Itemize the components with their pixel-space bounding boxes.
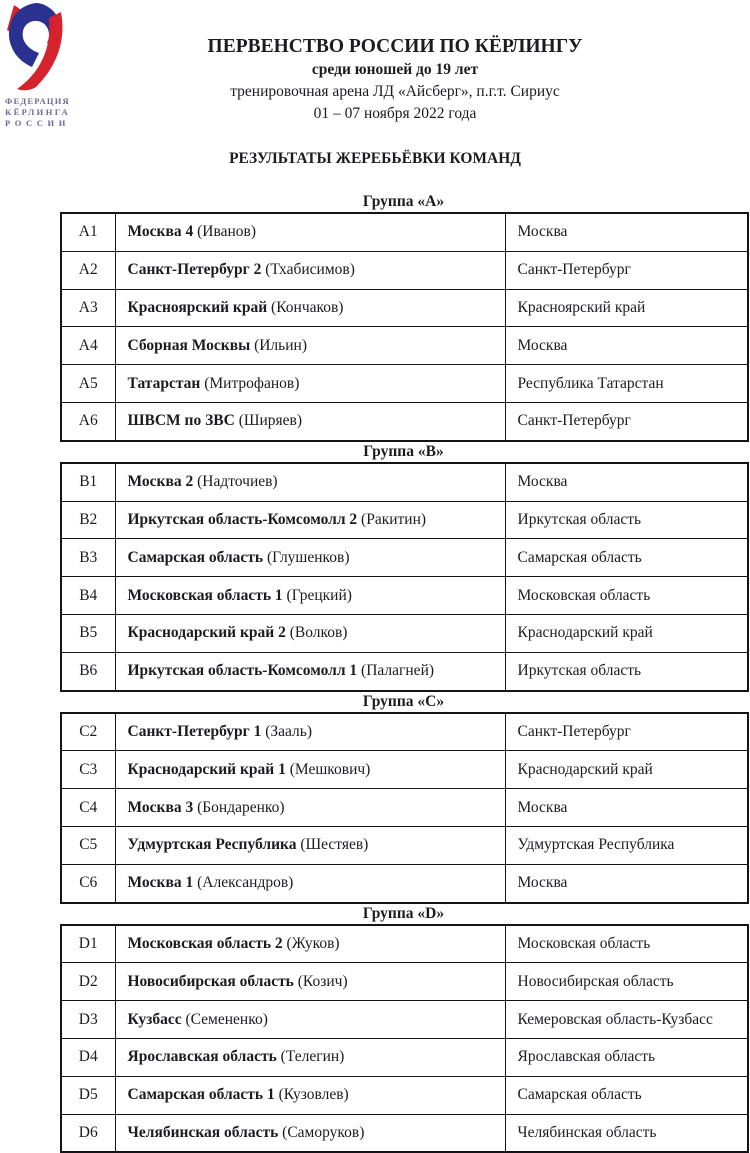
table-row bbox=[61, 713, 748, 751]
team-name: Санкт-Петербург 1 bbox=[127, 722, 262, 740]
table-row bbox=[61, 402, 748, 440]
region-cell: Санкт-Петербург bbox=[505, 251, 748, 289]
federation-name bbox=[5, 96, 75, 129]
team-name: Челябинская область bbox=[127, 1123, 279, 1141]
team-name: Самарская область 1 bbox=[127, 1086, 275, 1104]
team-name-cell: Московская область 2 (Жуков) bbox=[115, 925, 505, 963]
table-row bbox=[61, 1038, 748, 1076]
team-name: Иркутская область-Комсомолл 1 bbox=[127, 662, 358, 680]
team-name-cell: Челябинская область (Саморуков) bbox=[115, 1114, 505, 1152]
team-name-cell: Москва 3 (Бондаренко) bbox=[115, 789, 505, 827]
table-row bbox=[61, 789, 748, 827]
region-cell: Кемеровская область-Кузбасс bbox=[505, 1001, 748, 1039]
team-name-cell: Самарская область 1 (Кузовлев) bbox=[115, 1076, 505, 1114]
document-header bbox=[0, 0, 750, 125]
region-cell: Краснодарский край bbox=[505, 751, 748, 789]
region-cell: Удмуртская Республика bbox=[505, 826, 748, 864]
draw-table bbox=[60, 924, 749, 1153]
region-cell: Краснодарский край bbox=[505, 614, 748, 652]
team-name-cell: Ярославская область (Телегин) bbox=[115, 1038, 505, 1076]
region-cell: Москва bbox=[505, 463, 748, 501]
federation-name-line: РОССИИ bbox=[5, 118, 70, 128]
team-code-cell: D6 bbox=[61, 1114, 115, 1152]
region-cell: Московская область bbox=[505, 577, 748, 615]
draw-table bbox=[60, 462, 749, 692]
team-name: Иркутская область-Комсомолл 2 bbox=[127, 510, 358, 528]
team-name: Ярославская область bbox=[127, 1048, 277, 1066]
region-cell: Новосибирская область bbox=[505, 963, 748, 1001]
region-cell: Москва bbox=[505, 213, 748, 251]
group-title: Группа «C» bbox=[362, 692, 445, 710]
team-code-cell: B1 bbox=[61, 463, 115, 501]
table-row bbox=[61, 539, 748, 577]
team-name-cell: ШВСМ по ЗВС (Ширяев) bbox=[115, 402, 505, 440]
region-cell: Ярославская область bbox=[505, 1038, 748, 1076]
dates-line: 01 – 07 ноября 2022 года bbox=[313, 105, 477, 122]
team-code-cell: C4 bbox=[61, 789, 115, 827]
table-row bbox=[61, 1001, 748, 1039]
team-code-cell: B2 bbox=[61, 501, 115, 539]
team-code-cell: A5 bbox=[61, 365, 115, 403]
team-name-cell: Самарская область (Глушенков) bbox=[115, 539, 505, 577]
federation-name-line: КЁРЛИНГА bbox=[5, 107, 71, 117]
team-code-cell: A3 bbox=[61, 289, 115, 327]
table-row bbox=[61, 463, 748, 501]
team-name-cell: Краснодарский край 1 (Мешкович) bbox=[115, 751, 505, 789]
team-name: Московская область 1 bbox=[127, 586, 283, 604]
team-name: Москва 3 bbox=[127, 798, 194, 816]
curling-stone-swirl-icon bbox=[5, 3, 65, 91]
table-row bbox=[61, 289, 748, 327]
team-code-cell: D1 bbox=[61, 925, 115, 963]
curling-federation-logo bbox=[5, 3, 75, 129]
team-name: Краснодарский край 1 bbox=[127, 760, 286, 778]
group-title: Группа «B» bbox=[363, 442, 444, 460]
team-name: Московская область 2 bbox=[127, 934, 283, 952]
table-row bbox=[61, 1076, 748, 1114]
table-row bbox=[61, 327, 748, 365]
group-title: Группа «D» bbox=[362, 904, 445, 922]
team-code-cell: A2 bbox=[61, 251, 115, 289]
team-code-cell: D3 bbox=[61, 1001, 115, 1039]
region-cell: Санкт-Петербург bbox=[505, 713, 748, 751]
age-category: среди юношей до 19 лет bbox=[311, 61, 479, 78]
team-code-cell: C5 bbox=[61, 826, 115, 864]
team-name: Санкт-Петербург 2 bbox=[127, 261, 262, 279]
table-row bbox=[61, 213, 748, 251]
team-name-cell: Сборная Москвы (Ильин) bbox=[115, 327, 505, 365]
region-cell: Москва bbox=[505, 789, 748, 827]
table-row bbox=[61, 577, 748, 615]
region-cell: Красноярский край bbox=[505, 289, 748, 327]
team-name: Москва 4 bbox=[127, 223, 194, 241]
team-code-cell: D2 bbox=[61, 963, 115, 1001]
table-row bbox=[61, 751, 748, 789]
table-row bbox=[61, 1114, 748, 1152]
team-code-cell: A4 bbox=[61, 327, 115, 365]
table-row bbox=[61, 614, 748, 652]
region-cell: Республика Татарстан bbox=[505, 365, 748, 403]
team-code-cell: C2 bbox=[61, 713, 115, 751]
table-row bbox=[61, 501, 748, 539]
team-code-cell: B6 bbox=[61, 652, 115, 690]
table-row bbox=[61, 925, 748, 963]
team-name-cell: Красноярский край (Кончаков) bbox=[115, 289, 505, 327]
region-cell: Челябинская область bbox=[505, 1114, 748, 1152]
team-name: Татарстан bbox=[127, 374, 201, 392]
table-row bbox=[61, 963, 748, 1001]
team-name-cell: Удмуртская Республика (Шестяев) bbox=[115, 826, 505, 864]
region-cell: Иркутская область bbox=[505, 501, 748, 539]
page-title: ПЕРВЕНСТВО РОССИИ ПО КЁРЛИНГУ bbox=[207, 36, 583, 57]
team-code-cell: B4 bbox=[61, 577, 115, 615]
team-name: Сборная Москвы bbox=[127, 336, 251, 354]
team-name-cell: Краснодарский край 2 (Волков) bbox=[115, 614, 505, 652]
team-name-cell: Кузбасс (Семененко) bbox=[115, 1001, 505, 1039]
team-name-cell: Иркутская область-Комсомолл 2 (Ракитин) bbox=[115, 501, 505, 539]
region-cell: Иркутская область bbox=[505, 652, 748, 690]
team-code-cell: C6 bbox=[61, 864, 115, 902]
region-cell: Москва bbox=[505, 864, 748, 902]
team-name: Москва 1 bbox=[127, 874, 194, 892]
team-code-cell: C3 bbox=[61, 751, 115, 789]
team-name: Краснодарский край 2 bbox=[127, 624, 286, 642]
team-name-cell: Новосибирская область (Козич) bbox=[115, 963, 505, 1001]
team-name: Новосибирская область bbox=[127, 972, 294, 990]
team-code-cell: D4 bbox=[61, 1038, 115, 1076]
region-cell: Самарская область bbox=[505, 539, 748, 577]
region-cell: Москва bbox=[505, 327, 748, 365]
team-name-cell: Московская область 1 (Грецкий) bbox=[115, 577, 505, 615]
team-name: Кузбасс bbox=[127, 1010, 182, 1028]
region-cell: Санкт-Петербург bbox=[505, 402, 748, 440]
team-name-cell: Москва 2 (Надточиев) bbox=[115, 463, 505, 501]
team-name: Красноярский край bbox=[127, 298, 268, 316]
table-row bbox=[61, 652, 748, 690]
team-name-cell: Санкт-Петербург 1 (Зааль) bbox=[115, 713, 505, 751]
team-code-cell: A6 bbox=[61, 402, 115, 440]
table-row bbox=[61, 864, 748, 902]
team-name: Самарская область bbox=[127, 548, 264, 566]
team-name-cell: Татарстан (Митрофанов) bbox=[115, 365, 505, 403]
team-name: Москва 2 bbox=[127, 473, 194, 491]
results-heading: РЕЗУЛЬТАТЫ ЖЕРЕБЬЁВКИ КОМАНД bbox=[229, 150, 521, 167]
team-code-cell: B3 bbox=[61, 539, 115, 577]
draw-table bbox=[60, 712, 749, 904]
team-code-cell: D5 bbox=[61, 1076, 115, 1114]
team-name: ШВСМ по ЗВС bbox=[127, 412, 235, 430]
team-code-cell: A1 bbox=[61, 213, 115, 251]
group-title: Группа «A» bbox=[362, 193, 445, 210]
region-cell: Самарская область bbox=[505, 1076, 748, 1114]
federation-name-line: ФЕДЕРАЦИЯ bbox=[5, 96, 70, 106]
table-row bbox=[61, 826, 748, 864]
draw-table bbox=[60, 212, 749, 442]
team-name-cell: Иркутская область-Комсомолл 1 (Палагней) bbox=[115, 652, 505, 690]
table-row bbox=[61, 251, 748, 289]
team-name-cell: Санкт-Петербург 2 (Тхабисимов) bbox=[115, 251, 505, 289]
groups-container bbox=[0, 192, 750, 1153]
team-name-cell: Москва 4 (Иванов) bbox=[115, 213, 505, 251]
team-code-cell: B5 bbox=[61, 614, 115, 652]
team-name: Удмуртская Республика bbox=[127, 836, 297, 854]
region-cell: Московская область bbox=[505, 925, 748, 963]
venue-line: тренировочная арена ЛД «Айсберг», п.г.т. Сириус bbox=[230, 83, 560, 100]
table-row bbox=[61, 365, 748, 403]
team-name-cell: Москва 1 (Александров) bbox=[115, 864, 505, 902]
